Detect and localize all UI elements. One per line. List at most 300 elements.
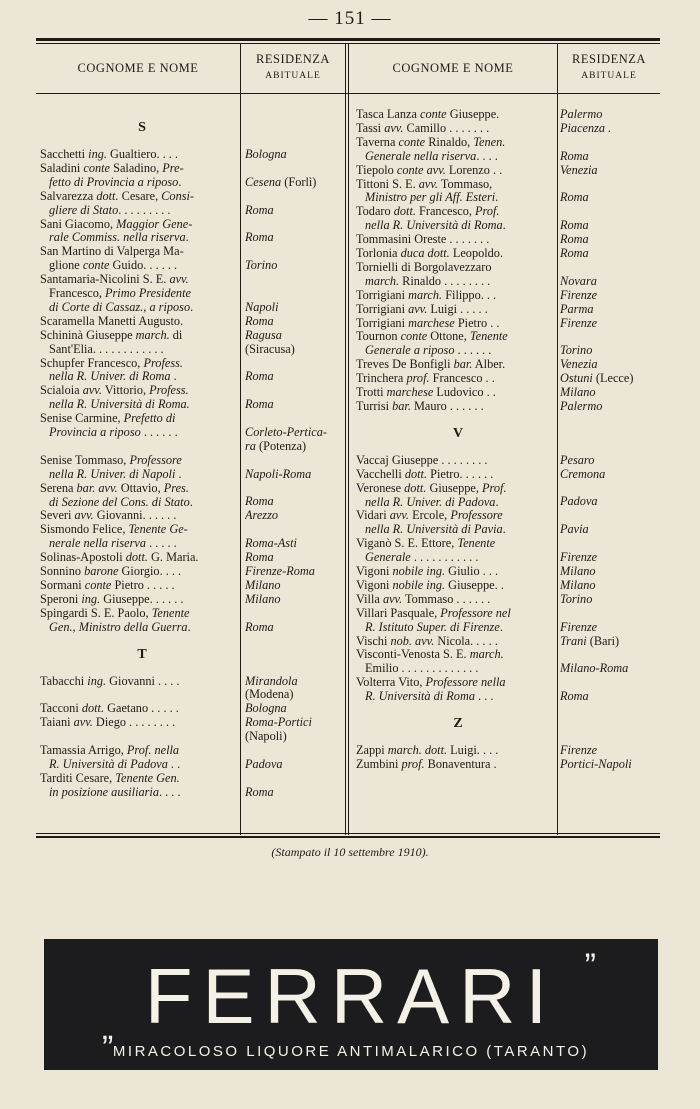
text-segment: Saladini [40, 161, 84, 175]
residence-line [245, 621, 345, 635]
text-segment: fetto di Provincia a riposo [49, 175, 179, 189]
text-segment: Tommaso . . . . . . [402, 592, 491, 606]
entry-line [40, 621, 244, 635]
residence-line [560, 537, 662, 551]
entry-name [356, 122, 560, 136]
text-segment: Novara [560, 274, 597, 288]
text-segment: Villa [356, 592, 383, 606]
text-segment: Todaro [356, 205, 394, 219]
entry-name [40, 245, 244, 273]
entry-residence [560, 593, 662, 607]
residence-line [560, 509, 662, 523]
text-segment: Emilio . . . . . . . . . . . . . [365, 662, 479, 676]
text-segment: Profess. [149, 384, 189, 398]
entry-residence [560, 136, 662, 164]
residence-line [245, 675, 345, 689]
residence-line [245, 315, 345, 329]
residence-line [245, 688, 345, 702]
entry-line [40, 329, 244, 343]
text-segment: Palermo [560, 399, 603, 413]
entry-line [40, 454, 244, 468]
text-segment: prof. [401, 757, 425, 771]
text-segment: Firenze-Roma [245, 565, 315, 578]
entry-line [40, 315, 244, 329]
entry-line [40, 287, 244, 301]
text-segment: march. [469, 648, 504, 662]
text-segment: Pres. [163, 481, 189, 495]
entry-name [356, 565, 560, 579]
text-segment: Senise Carmine, [40, 412, 124, 426]
entry-residence [560, 400, 662, 414]
text-segment: Tommaso, [438, 177, 493, 191]
text-segment: march. [135, 328, 170, 342]
text-segment: conte [82, 259, 110, 273]
residence-line [560, 191, 662, 205]
text-segment: G. Maria. [147, 551, 199, 565]
text-segment: . [170, 370, 177, 384]
text-segment: Saladino, [110, 161, 163, 175]
text-segment: Provincia a riposo [49, 426, 141, 439]
text-segment: (Napoli) [245, 730, 287, 744]
entry-name [356, 482, 560, 510]
residence-line [245, 702, 345, 716]
entry-residence [245, 716, 345, 744]
residence-line [245, 329, 345, 343]
entry-line [356, 621, 560, 635]
entry-line [356, 330, 560, 344]
text-segment: Zumbini [356, 757, 402, 771]
text-segment: Nicola. . . . . [434, 634, 498, 648]
text-segment: Gaetano . . . . . [104, 702, 179, 716]
text-segment: Venezia [560, 358, 598, 372]
text-segment: avv. [384, 121, 404, 135]
residence-line [560, 621, 662, 635]
residence-line [245, 551, 345, 565]
residence-line [245, 357, 345, 371]
text-segment: Parma [560, 302, 594, 316]
entry-line [40, 758, 244, 772]
text-segment: Sant'Elia. . . . . . . . . . . . [49, 342, 164, 356]
entry-line [356, 454, 560, 468]
text-segment: Tarditi Cesare, [40, 771, 116, 785]
entry-name [40, 744, 244, 772]
entry-residence [245, 607, 345, 635]
residence-line [245, 579, 345, 593]
text-segment: Leopoldo. [449, 247, 504, 260]
text-segment: (Bari) [589, 634, 620, 648]
residence-line [560, 468, 662, 482]
entry-residence [560, 205, 662, 233]
entry-line [40, 384, 244, 398]
entry-line [40, 537, 244, 551]
entry-name [40, 148, 244, 162]
residence-line [560, 219, 662, 233]
entry-residence [560, 635, 662, 649]
section-letter: S [138, 120, 146, 135]
text-segment: Roma [245, 314, 274, 328]
entry-line [40, 148, 244, 162]
text-segment: avv. [389, 509, 409, 523]
bottom-rule-thick [36, 836, 660, 838]
text-segment: nella R. Univer. di Napoli [49, 467, 176, 481]
entry-line [356, 247, 560, 261]
residence-line [245, 495, 345, 509]
entry-residence [560, 358, 662, 372]
text-segment: Firenze [560, 316, 598, 330]
text-segment: Diego . . . . . . . . [92, 716, 176, 730]
residence-line [560, 565, 662, 579]
text-segment: . . . . . . . . . . . [410, 551, 479, 565]
entry-line [356, 164, 560, 178]
residence-line [560, 122, 662, 136]
text-segment: Roma [245, 495, 274, 509]
text-segment: Tournon [356, 330, 401, 344]
text-segment: Roma [245, 370, 274, 384]
text-segment: Roma [245, 551, 274, 565]
text-segment: nob. avv. [390, 634, 435, 648]
text-segment: Bonaventura . [424, 757, 497, 771]
ad-tagline: MIRACOLOSO LIQUORE ANTIMALARICO (TARANTO) [112, 1043, 590, 1060]
text-segment: . [178, 175, 182, 189]
text-segment: Viganò S. E. Ettore, [356, 537, 458, 551]
ad-brand: FERRARI [144, 952, 558, 1040]
text-segment: Roma [560, 233, 589, 247]
entry-residence [560, 330, 662, 358]
residence-line [245, 758, 345, 772]
text-segment: Pre- [162, 161, 184, 175]
residence-line [560, 150, 662, 164]
text-segment: (Siracusa) [245, 342, 295, 356]
header-residence-right [558, 52, 660, 84]
entry-line [356, 482, 560, 496]
entry-name [356, 205, 560, 233]
text-segment: Roma [245, 231, 274, 245]
text-segment: glione [49, 259, 83, 273]
entry-residence [245, 702, 345, 716]
entry-residence [560, 482, 662, 510]
text-segment: Padova [245, 757, 283, 771]
header-name-left: COGNOME E NOME [77, 61, 199, 75]
entry-line [356, 635, 560, 649]
text-segment: Cesena [245, 175, 285, 189]
residence-line [560, 372, 662, 386]
text-segment: Firenze [560, 551, 598, 565]
text-segment: Firenze [560, 744, 598, 757]
entry-line [40, 204, 244, 218]
entry-name [40, 523, 244, 551]
text-segment: Milano-Roma [560, 662, 629, 676]
text-segment: Venezia [560, 163, 598, 177]
text-segment: Cesare, [118, 189, 162, 203]
text-segment: Roma-Asti [245, 537, 297, 551]
entry-line [356, 261, 560, 275]
text-segment: Giuseppe, [426, 481, 483, 495]
entry-name [356, 400, 560, 414]
entry-residence [245, 772, 345, 800]
entry-name [356, 758, 560, 772]
text-segment: . . . . . [146, 537, 177, 551]
entry-line [356, 523, 560, 537]
text-segment: R. Università di Padova [49, 757, 168, 771]
entry-residence [560, 744, 662, 758]
text-segment: Serena [40, 481, 77, 495]
entry-line [356, 289, 560, 303]
entry-residence [560, 233, 662, 247]
entry-residence [560, 303, 662, 317]
entry-residence [245, 357, 345, 385]
text-segment: Milano [560, 386, 596, 399]
text-segment: Vigoni [356, 578, 393, 592]
text-segment: march. dott. [387, 744, 448, 757]
text-segment: Prof. [482, 481, 507, 495]
text-segment: Generale nella riserva [365, 149, 477, 163]
text-segment: avv. [82, 384, 102, 398]
text-segment: Sani Giacomo, [40, 217, 117, 231]
entry-name [356, 136, 560, 164]
text-segment: Roma [245, 203, 274, 217]
residence-line [560, 676, 662, 690]
text-segment: nella R. Univer. di Padova [365, 495, 496, 509]
entry-name [40, 593, 244, 607]
entry-residence [560, 261, 662, 289]
text-segment: Ottavio, [117, 481, 164, 495]
text-segment: nella R. Università di Pavia [365, 523, 503, 537]
entry-name [356, 537, 560, 565]
entry-residence [560, 122, 662, 136]
residence-line [560, 758, 662, 772]
entry-name [40, 579, 244, 593]
entry-residence [245, 384, 345, 412]
text-segment: Roma-Portici [245, 716, 312, 730]
text-segment: Vittorio, [101, 384, 150, 398]
entry-line [356, 372, 560, 386]
text-segment: Bologna [245, 148, 287, 161]
entry-residence [245, 190, 345, 218]
text-segment: Firenze [560, 620, 598, 634]
text-segment: San Martino di Valperga Ma- [40, 245, 184, 259]
entry-residence [245, 218, 345, 246]
entry-name [40, 565, 244, 579]
text-segment: Professore [450, 509, 503, 523]
text-segment: Ercole, [409, 509, 451, 523]
text-segment: nobile ing. [392, 578, 446, 592]
entry-line [356, 607, 560, 621]
entry-name [356, 233, 560, 247]
text-segment: (Potenza) [259, 439, 307, 453]
text-segment: bar. avv. [76, 481, 118, 495]
entry-name [40, 218, 244, 246]
residence-line [560, 178, 662, 192]
text-segment: Taiani [40, 716, 74, 730]
text-segment: Scaramella Manetti Augusto. [40, 314, 184, 328]
residence-line [560, 275, 662, 289]
text-segment: Schupfer Francesco, [40, 356, 144, 370]
text-segment: Professore [129, 453, 182, 467]
text-segment: Vaccaj Giuseppe . . . . . . . . [356, 453, 488, 467]
entry-residence [560, 607, 662, 635]
entry-residence [560, 579, 662, 593]
entry-residence [560, 247, 662, 261]
residence-line [245, 231, 345, 245]
entry-residence [245, 551, 345, 565]
header-name-right: COGNOME E NOME [392, 61, 514, 75]
residence-line [560, 400, 662, 414]
text-segment: Speroni [40, 592, 82, 606]
residence-line [245, 204, 345, 218]
residence-line [560, 136, 662, 150]
entry-residence [245, 162, 345, 190]
text-segment: Trinchera [356, 372, 407, 386]
text-segment: Prof. [475, 205, 500, 219]
text-segment: Vigoni [356, 565, 393, 578]
entry-residence [560, 317, 662, 331]
entry-name [40, 482, 244, 510]
text-segment: Prof. nella [126, 744, 180, 757]
residence-line [245, 370, 345, 384]
entry-line [356, 496, 560, 510]
entry-residence [245, 593, 345, 607]
entry-name [356, 386, 560, 400]
text-segment: Giuseppe. . [445, 578, 504, 592]
residence-line [245, 412, 345, 426]
text-segment: Tornielli di Borgolavezzaro [356, 260, 492, 274]
residence-line [245, 565, 345, 579]
residence-line [560, 523, 662, 537]
entry-residence [245, 744, 345, 772]
text-segment: Generale [365, 551, 411, 565]
entry-name [356, 108, 560, 122]
text-segment: . . . . . . [140, 426, 178, 439]
text-segment: Tasca Lanza [356, 108, 420, 121]
entry-line [40, 675, 244, 689]
entry-name [40, 716, 244, 730]
residence-line [245, 384, 345, 398]
text-segment: Pietro . . [454, 316, 500, 330]
text-segment: Roma [245, 785, 274, 799]
text-segment: Spingardi S. E. Paolo, [40, 606, 152, 620]
text-segment: Tamassia Arrigo, [40, 744, 127, 757]
text-segment: dott. [404, 467, 428, 481]
entry-name [356, 289, 560, 303]
text-segment: Francesco, [49, 287, 105, 300]
text-segment: Generale a riposo [365, 344, 455, 358]
text-segment: Villari Pasquale, [356, 606, 441, 620]
residence-line [245, 218, 345, 232]
text-segment: Lorenzo . . [445, 163, 503, 177]
residence-line [560, 662, 662, 676]
entry-line [356, 219, 560, 233]
text-segment: Torrigiani [356, 288, 409, 302]
text-segment: Ragusa [245, 328, 282, 342]
text-segment: . [185, 231, 189, 245]
residence-line [560, 261, 662, 275]
text-segment: Gualtiero. . . . [106, 148, 178, 161]
entry-name [40, 702, 244, 716]
text-segment: . . [167, 757, 181, 771]
section-letter: T [137, 646, 147, 662]
residence-line [245, 301, 345, 315]
text-segment: Santamaria-Nicolini S. E. [40, 273, 170, 287]
text-segment: Giorgio. . . . [118, 565, 182, 578]
entry-name [40, 551, 244, 565]
text-segment: Roma [560, 247, 589, 260]
residence-line [245, 772, 345, 786]
text-segment: Tenente Gen. [115, 771, 180, 785]
entry-name [356, 372, 560, 386]
residence-line [560, 635, 662, 649]
text-segment: conte [83, 161, 111, 175]
text-segment: Vidari [356, 509, 390, 523]
text-segment: Torino [560, 344, 593, 358]
text-segment: Giuseppe. [446, 108, 500, 121]
entry-name [356, 164, 560, 178]
text-segment: ra [245, 439, 260, 453]
text-segment: Alber. [472, 358, 506, 372]
entry-residence [560, 164, 662, 178]
text-segment: Ottone, [427, 330, 470, 344]
entry-name [356, 676, 560, 704]
residence-line [245, 593, 345, 607]
residence-line [560, 164, 662, 178]
entry-residence [245, 148, 345, 162]
residence-line [245, 190, 345, 204]
residence-line [560, 289, 662, 303]
text-segment: Giovanni. . . . . . [93, 509, 177, 523]
text-segment: Tittoni S. E. [356, 177, 419, 191]
entry-line [356, 537, 560, 551]
text-segment: Cremona [560, 467, 606, 481]
text-segment: Milano [245, 592, 281, 606]
text-segment: . [502, 219, 506, 233]
text-segment: conte [398, 135, 426, 149]
entry-name [40, 509, 244, 523]
residence-line [245, 440, 345, 454]
text-segment: R. Istituto Super. di Firenze [365, 620, 500, 634]
entry-residence [245, 579, 345, 593]
entry-name [356, 509, 560, 537]
text-segment: Vacchelli [356, 467, 405, 481]
opening-quote: „ [102, 1009, 114, 1047]
entry-line [40, 218, 244, 232]
text-segment: . [495, 191, 499, 205]
entry-name [356, 330, 560, 358]
residence-line [245, 426, 345, 440]
text-segment: Milano [245, 578, 281, 592]
entry-name [356, 468, 560, 482]
text-segment: nobile ing. [392, 565, 446, 578]
text-segment: nella R. Univer. di Roma [49, 370, 171, 384]
text-segment: Gen., Ministro della Guerra [49, 620, 188, 634]
entry-residence [245, 675, 345, 703]
text-segment: Giulio . . . [445, 565, 499, 578]
text-segment: Tenente Ge- [128, 523, 188, 537]
residence-line [245, 176, 345, 190]
text-segment: ing. [88, 148, 107, 161]
text-segment: Ostuni [560, 372, 596, 386]
text-segment: avv. [74, 509, 94, 523]
text-segment: avv. [73, 716, 93, 730]
residence-line [560, 344, 662, 358]
text-segment: Padova [560, 495, 598, 509]
entry-residence [560, 386, 662, 400]
text-segment: R. Università di Roma [365, 690, 475, 704]
entry-residence [560, 108, 662, 122]
text-segment: Trotti [356, 386, 387, 399]
entry-line [356, 108, 560, 122]
text-segment: Treves De Bonfigli [356, 358, 454, 372]
text-segment: . [175, 467, 182, 481]
text-segment: Maggior Gene- [116, 217, 193, 231]
